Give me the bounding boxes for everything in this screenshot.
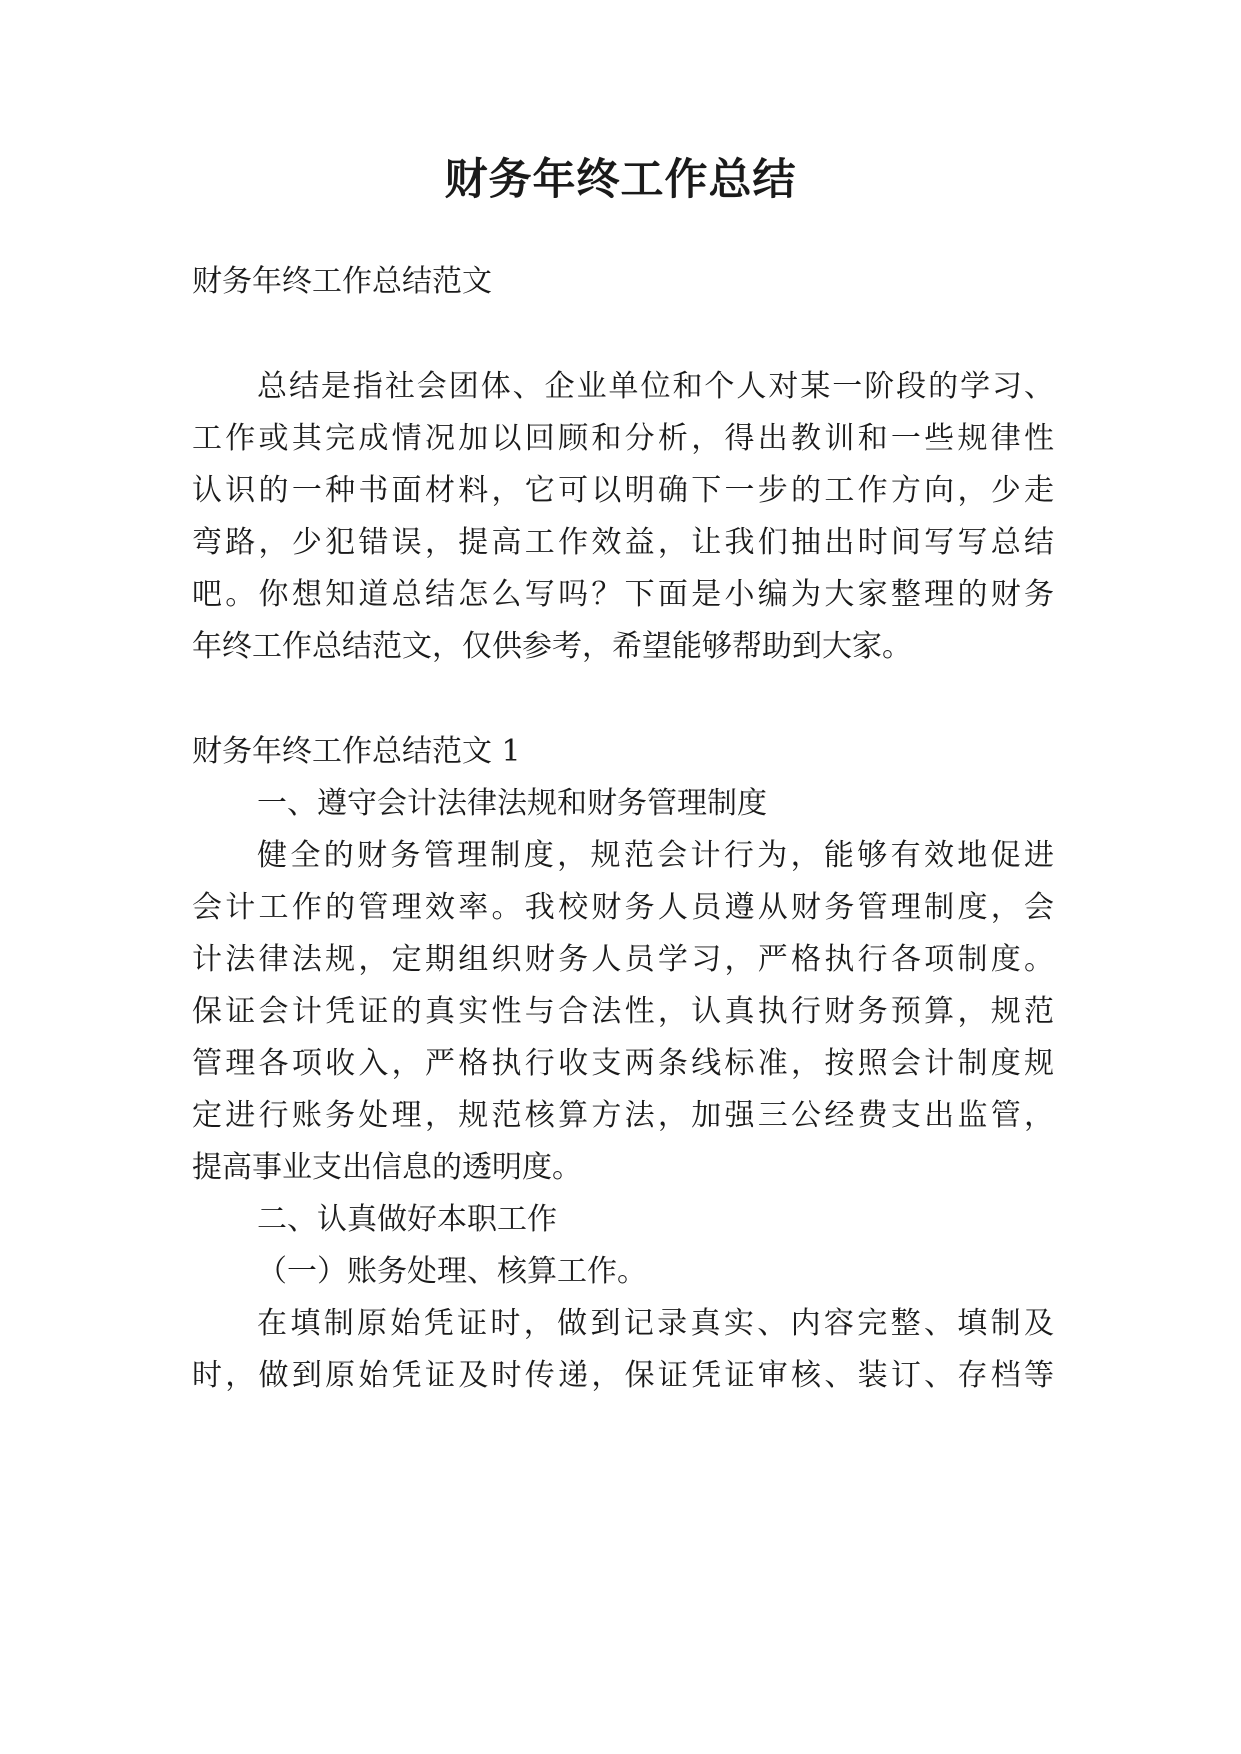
body-line: 定进行账务处理，规范核算方法，加强三公经费支出监管，	[192, 1098, 1054, 1133]
body-line: 计法律法规，定期组织财务人员学习，严格执行各项制度。	[192, 942, 1054, 977]
subsection-heading: （一）账务处理、核算工作。	[257, 1254, 647, 1289]
body-line: 保证会计凭证的真实性与合法性，认真执行财务预算，规范	[192, 994, 1054, 1029]
intro-line: 总结是指社会团体、企业单位和个人对某一阶段的学习、	[257, 369, 1054, 404]
body-line: 提高事业支出信息的透明度。	[192, 1150, 582, 1185]
body-line: 在填制原始凭证时，做到记录真实、内容完整、填制及	[257, 1306, 1054, 1341]
intro-line: 工作或其完成情况加以回顾和分析，得出教训和一些规律性	[192, 421, 1054, 456]
subtitle: 财务年终工作总结范文	[192, 264, 492, 299]
section-heading: 一、遵守会计法律法规和财务管理制度	[257, 786, 767, 821]
body-line: 会计工作的管理效率。我校财务人员遵从财务管理制度，会	[192, 890, 1054, 925]
document-title: 财务年终工作总结	[444, 155, 797, 205]
intro-line: 年终工作总结范文，仅供参考，希望能够帮助到大家。	[192, 629, 912, 664]
intro-line: 吧。你想知道总结怎么写吗？下面是小编为大家整理的财务	[192, 577, 1054, 612]
sample-title: 财务年终工作总结范文 1	[192, 734, 521, 769]
body-line: 健全的财务管理制度，规范会计行为，能够有效地促进	[257, 838, 1054, 873]
intro-line: 认识的一种书面材料，它可以明确下一步的工作方向，少走	[192, 473, 1054, 508]
section-heading: 二、认真做好本职工作	[257, 1202, 557, 1237]
body-line: 管理各项收入，严格执行收支两条线标准，按照会计制度规	[192, 1046, 1054, 1081]
intro-line: 弯路，少犯错误，提高工作效益，让我们抽出时间写写总结	[192, 525, 1054, 560]
body-line: 时，做到原始凭证及时传递，保证凭证审核、装订、存档等	[192, 1358, 1054, 1393]
